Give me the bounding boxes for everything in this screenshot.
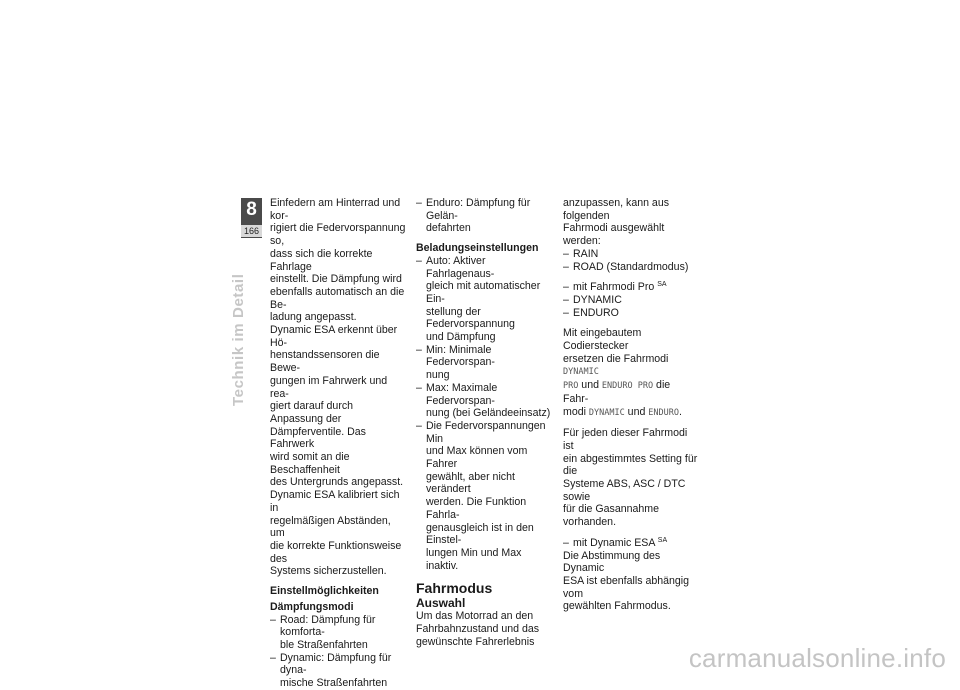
list-item: – Die Federvorspannungen Min und Max können vom Fahrer gewählt, aber nicht verändert werden. Die Funktion Fahrla- genausgleich ist in den Einstel- lungen Min und Max inaktiv. [416,419,546,572]
paragraph-load-adjust: Einfedern am Hinterrad und kor- rigiert die Federvorspannung so, dass sich die korrekte Fahrlage einstellt. Die Dämpfung wird ebenfalls automatisch an die Be- ladung angepasst. [270,197,406,324]
option-note-esa: – mit Dynamic ESA $^{SA}$ [563,536,668,549]
list-item: – Dynamic: Dämpfung für dyna- mische Straßenfahrten [270,651,392,690]
paragraph-calibration: Dynamic ESA kalibriert sich in regelmäßigen Abständen, um die korrekte Funktionsweise des Systems sicherzustellen. [270,489,402,578]
heading-riding-mode: Fahrmodus [416,580,493,597]
paragraph-coding-plug: Mit eingebautem Codierstecker ersetzen die Fahrmodi DYNAMIC PRO und ENDURO PRO die Fahr- modi DYNAMIC und ENDURO. [563,327,682,418]
list-item: – Road: Dämpfung für komforta- ble Straßenfahrten [270,613,376,651]
chapter-number: 8 [246,199,257,220]
list-item: – Min: Minimale Federvorspan- nung [416,343,495,382]
list-item: – ROAD (Standardmodus) [563,260,689,273]
text-column-1 [270,197,408,690]
list-item: – ENDURO [563,306,619,319]
text-column-3 [563,197,698,613]
paragraph-selection-intro: Um das Motorrad an den Fahrbahnzustand und das gewünschte Fahrerlebnis [416,610,540,648]
sa-marker: SA [657,536,668,544]
heading-selection: Auswahl [416,596,466,611]
paragraph-selection-cont: anzupassen, kann aus folgenden Fahrmodi ausgewählt werden: [563,197,670,248]
list-item: – RAIN [563,247,599,260]
list-item: – Auto: Aktiver Fahrlagenaus- gleich mit automatischer Ein- stellung der Federvorspannung und Dämpfung [416,254,541,344]
list-item: – Enduro: Dämpfung für Gelän- defahrten [416,197,531,235]
paragraph-esa-mode: Die Abstimmung des Dynamic ESA ist ebenfalls abhängig vom gewählten Fahrmodus. [563,549,690,613]
side-section-title: Technik im Detail [230,273,247,406]
heading-damping-modes: Dämpfungsmodi [270,600,354,613]
paragraph-height-sensors: Dynamic ESA erkennt über Hö- henstandssensoren die Bewe- gungen im Fahrwerk und rea- giert darauf durch Anpassung der Dämpferventile. Das Fahrwerk wird somit an die Beschaffenheit des Untergrunds angepasst. [270,324,404,489]
page-number: 166 [241,225,262,237]
list-item: – Max: Maximale Federvorspan- nung (bei Geländeeinsatz) [416,381,551,420]
text-column-2 [416,197,552,649]
heading-load-settings: Beladungseinstellungen [416,242,539,255]
heading-settings: Einstellmöglichkeiten [270,585,379,598]
option-note-pro: – mit Fahrmodi Pro $^{SA}$ [563,281,667,294]
watermark: carmanualsonline.info [688,643,946,673]
sa-marker: SA [657,281,667,289]
list-item: – DYNAMIC [563,293,622,306]
paragraph-settings: Für jeden dieser Fahrmodi ist ein abgestimmtes Setting für die Systeme ABS, ASC / DTC sowie für die Gasannahme vorhanden. [563,427,698,529]
chapter-marker [241,198,262,238]
